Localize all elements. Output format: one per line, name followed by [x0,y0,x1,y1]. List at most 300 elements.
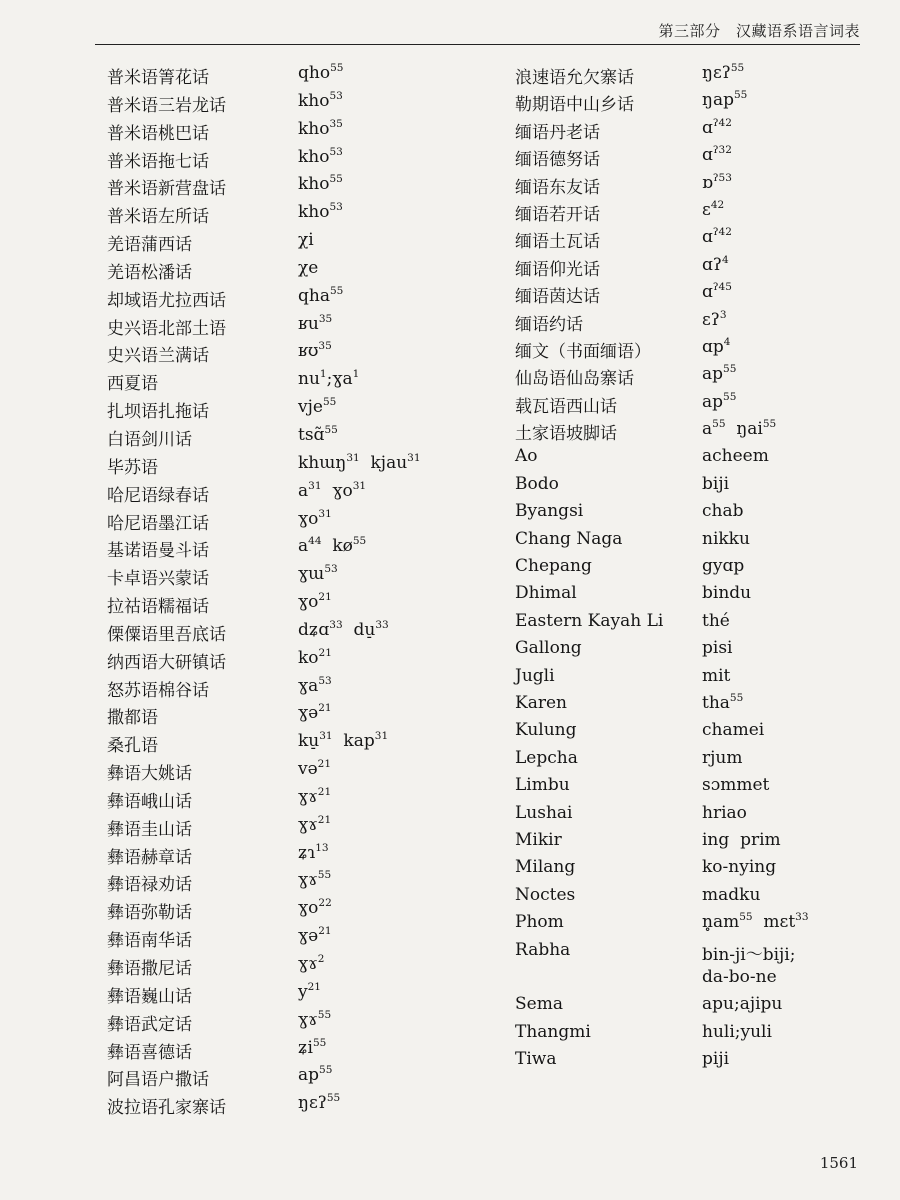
language-name: 彝语撒尼话 [107,959,192,979]
tone-mark: 55 [723,390,737,403]
word-entry-row [107,481,421,509]
word-form [702,638,732,658]
tone-mark: 53 [324,563,338,576]
word-form [298,341,332,361]
language-name: Sema [515,994,563,1015]
tone-mark: 4 [723,335,731,348]
word-form [702,446,769,466]
word-entry-row [515,529,809,556]
word-entry-row [107,592,421,620]
language-name: 彝语赫章话 [107,847,192,868]
language-name: 白语剑川话 [107,429,192,450]
word-form [298,703,332,723]
word-entry-row [107,1093,421,1121]
language-name: 普米语三岩龙话 [107,95,226,116]
word-form [702,364,736,384]
form-segment: ɑ [702,282,713,303]
language-name: Chang Naga [515,528,623,549]
word-entry-row [107,564,421,592]
word-form [702,967,777,987]
form-segment: χi [298,230,314,251]
language-name: 仙岛语仙岛寨话 [515,369,634,390]
word-entry-row [107,926,421,954]
word-form [702,90,747,110]
word-form [298,870,331,890]
language-name: 怒苏语棉谷话 [107,680,209,701]
language-name: 彝语弥勒话 [107,903,192,924]
form-segment: χe [298,257,319,278]
word-entry-row [515,337,809,364]
page-number: 1561 [819,1154,858,1172]
word-form [298,91,343,111]
word-entry-row [515,501,809,528]
word-form [702,885,760,905]
language-name: 傈僳语里吾底话 [107,624,226,645]
form-segment: chamei [702,720,765,741]
form-segment: ʁʊ [298,341,319,362]
tone-mark: 31 [352,479,367,492]
language-name: 撒都语 [107,708,158,729]
tone-mark: 42 [710,198,725,211]
word-entry-row [107,147,421,175]
tone-mark: 22 [318,897,332,910]
form-segment: ɣɤ [298,786,318,807]
form-segment: qha [298,285,330,306]
form-segment: ɣə [298,926,319,947]
tone-mark: ʔ53 [712,171,732,184]
form-segment: a [702,419,713,440]
language-name: Chepang [515,556,592,577]
form-segment: ap [702,391,724,412]
tone-mark: ʔ45 [712,281,732,294]
word-entry-row [107,397,421,425]
language-name: 缅语德努话 [515,150,600,171]
word-entry-row [515,857,809,884]
word-form [298,314,332,334]
tone-mark: 35 [329,117,343,130]
word-form [702,227,732,247]
word-entry-row [107,509,421,537]
language-name: 缅语茵达话 [515,287,600,308]
form-segment: ɑʔ [702,254,722,275]
form-segment: ɛ [702,199,711,220]
tone-mark: 31 [374,730,389,743]
running-header [95,18,860,45]
left-word-list [107,63,421,1121]
header-title: 第三部分 汉藏语系语言词表 [658,22,860,40]
language-name: 哈尼语绿春话 [107,485,209,506]
form-segment: kho [298,118,330,139]
word-form [702,173,732,193]
form-segment: tsɑ̃ [298,424,325,445]
word-form [298,982,321,1002]
word-entry-row [515,638,809,665]
word-form [298,843,329,863]
word-entry-row [107,425,421,453]
form-segment: ku̠ [298,731,320,752]
word-form [702,693,743,713]
word-form [702,1022,772,1042]
form-segment: chab [702,501,744,522]
language-name: 土家语坡脚话 [515,424,617,445]
form-segment: ʑɿ [298,842,316,863]
tone-mark: 21 [318,591,332,604]
word-entry-row [515,885,809,912]
word-form [702,720,764,740]
word-entry-row [515,145,809,172]
word-form [298,147,343,167]
form-segment: ing prim [702,829,781,850]
word-entry-row [107,202,421,230]
form-segment: gyɑp [702,556,745,577]
language-name: 彝语武定话 [107,1014,192,1035]
form-segment: huli;yuli [702,1021,772,1042]
tone-mark: 33 [795,911,809,924]
form-segment: ɣə [298,703,319,724]
tone-mark: 31 [308,479,322,492]
word-entry-row [515,255,809,282]
word-form [298,536,366,556]
language-name: 缅语土瓦话 [515,232,600,253]
tone-mark: 55 [326,1092,341,1105]
word-entry-row [515,583,809,610]
language-name: Limbu [515,775,570,796]
word-form [702,118,732,138]
language-name: 纳西语大研镇话 [107,652,226,673]
tone-mark: 55 [352,535,367,548]
tone-mark: 1 [319,368,327,381]
form-segment: kho [298,146,330,167]
word-form [702,556,744,576]
word-entry-row [107,676,421,704]
form-segment: da-bo-ne [702,966,777,987]
tone-mark: ʔ32 [712,144,732,157]
word-form [298,1038,326,1058]
tone-mark: ʔ42 [712,226,732,239]
right-word-list [515,63,809,1076]
form-segment: kho [298,174,330,195]
word-form [298,174,343,194]
word-entry-row [107,286,421,314]
tone-mark: 55 [324,423,338,436]
word-form [702,748,742,768]
word-form [702,529,750,549]
tone-mark: 31 [318,507,332,520]
word-form [702,611,730,631]
word-form [298,759,331,779]
language-name: 史兴语兰满话 [107,346,209,367]
form-segment: biji [702,473,730,494]
language-name: Rabha [515,939,571,960]
word-form [702,775,769,795]
word-form [298,63,343,83]
language-name: 缅语仰光话 [515,259,600,280]
word-form [702,830,781,850]
word-entry-row [107,258,421,286]
word-entry-row [107,1038,421,1066]
language-name: 波拉语孔家寨话 [107,1098,226,1119]
word-entry-row [107,314,421,342]
language-name: Dhimal [515,583,577,604]
tone-mark: 55 [729,691,744,704]
word-entry-row [107,787,421,815]
form-segment: ŋap [702,90,734,111]
word-entry-row [107,898,421,926]
word-entry-row [107,703,421,731]
tone-mark: 33 [329,618,343,631]
language-name: 桑孔语 [107,736,158,757]
form-segment: sɔmmet [702,775,770,796]
word-entry-row [515,940,809,967]
language-name: Bodo [515,473,559,494]
form-segment: madku [702,884,761,905]
word-entry-row [107,91,421,119]
language-name: 普米语拖七话 [107,151,209,172]
tone-mark: 21 [318,702,332,715]
form-segment: ;ɣa [326,369,353,390]
tone-mark: 55 [329,284,344,297]
word-form [702,857,776,877]
word-entry-row [515,419,809,446]
word-form [702,501,744,521]
word-entry-row [107,731,421,759]
language-name: 基诺语曼斗话 [107,541,209,562]
word-entry-row [107,759,421,787]
tone-mark: 55 [762,418,777,431]
word-entry-row [515,227,809,254]
tone-mark: 55 [730,62,745,74]
tone-mark: 53 [329,89,343,102]
word-form [702,666,730,686]
word-entry-row [515,90,809,117]
form-segment: pisi [702,638,733,659]
word-entry-row [515,282,809,309]
word-form [298,787,331,807]
form-segment: ɑ [702,227,713,248]
word-entry-row [107,620,421,648]
word-entry-row [515,803,809,830]
tone-mark: 53 [329,145,343,158]
word-entry-row [515,556,809,583]
tone-mark: 35 [318,312,333,325]
language-name: Jugli [515,665,555,686]
word-form [298,648,332,668]
language-name: 普米语箐花话 [107,68,209,88]
word-entry-row [107,230,421,258]
word-entry-row [107,954,421,982]
tone-mark: 21 [318,646,332,659]
language-name: 缅语约话 [515,314,583,335]
word-form [298,509,332,529]
language-name: 彝语南华话 [107,931,192,952]
tone-mark: 55 [329,173,343,186]
word-form [298,1065,332,1085]
word-form [298,202,343,222]
word-entry-row [107,982,421,1010]
language-name: 普米语左所话 [107,207,209,228]
word-entry-row [515,118,809,145]
form-segment: ap [298,1065,320,1086]
word-entry-row [515,775,809,802]
word-entry-row [515,748,809,775]
language-name: 西夏语 [107,374,158,395]
form-segment: ʁu [298,313,319,334]
form-segment: mɛt [752,912,796,933]
language-name: 彝语大姚话 [107,764,192,785]
language-name: Ao [515,446,538,467]
language-name: Lepcha [515,747,578,768]
form-segment: dʑɑ [298,619,330,640]
word-form [702,994,782,1014]
language-name: 拉祜语糯福话 [107,597,209,618]
word-form [298,1093,340,1113]
form-segment: nikku [702,528,750,549]
form-segment: ɣɤ [298,954,318,974]
tone-mark: 35 [318,340,332,353]
word-entry-row [515,63,809,90]
tone-mark: 55 [317,869,332,882]
tone-mark: 21 [317,785,332,798]
language-name: 卡卓语兴蒙话 [107,569,209,590]
language-name: 却域语尤拉西话 [107,290,226,311]
language-name: 彝语峨山话 [107,791,192,812]
tone-mark: 53 [318,674,332,687]
word-form [298,676,332,696]
form-segment: ɛʔ [702,309,720,330]
word-form [702,392,736,412]
language-name: 彝语喜德话 [107,1042,192,1063]
form-segment: tha [702,692,730,713]
language-name: 勒期语中山乡话 [515,95,634,116]
form-segment: ko [298,647,319,668]
word-entry-row [107,453,421,481]
language-name: Karen [515,692,567,713]
word-form [702,803,747,823]
form-segment: khɯŋ [298,452,347,473]
tone-mark: 31 [319,730,333,743]
language-name: 浪速语允欠寨话 [515,68,634,88]
form-segment: kjau [359,452,408,473]
word-form [298,481,366,501]
form-segment: ɣɤ [298,814,318,835]
word-entry-row [515,1049,809,1076]
form-segment: bindu [702,583,752,604]
word-entry-row [515,967,809,994]
tone-mark: 31 [407,451,421,464]
word-entry-row [515,173,809,200]
word-entry-row [515,392,809,419]
tone-mark: 33 [375,618,389,631]
form-segment: ɣa [298,675,319,696]
tone-mark: 21 [317,758,332,771]
form-segment: ɑp [702,336,724,357]
language-name: 缅语若开话 [515,204,600,225]
language-name: 缅语丹老话 [515,122,600,143]
word-form [298,453,421,473]
language-name: 羌语蒲西话 [107,235,192,256]
form-segment: vje [298,397,323,418]
word-entry-row [515,666,809,693]
word-form [702,282,732,302]
tone-mark: 55 [739,911,753,924]
language-name: 扎坝语扎拖话 [107,402,209,423]
word-entry-row [107,119,421,147]
word-entry-row [107,843,421,871]
word-form [298,954,324,974]
tone-mark: 44 [308,535,322,548]
form-segment: ɑ [702,145,713,166]
tone-mark: 21 [318,925,332,938]
word-form [298,592,332,612]
form-segment: acheem [702,446,769,467]
word-entry-row [107,174,421,202]
form-segment: ɣɯ [298,564,325,585]
form-segment: n̥am [702,912,740,933]
tone-mark: 3 [719,308,727,321]
tone-mark: 31 [346,451,360,464]
form-segment: du̠ [342,619,376,640]
word-entry-row [515,912,809,939]
word-entry-row [107,536,421,564]
form-segment: kø [321,536,353,557]
language-name: Eastern Kayah Li [515,610,664,631]
word-entry-row [107,815,421,843]
language-name: 缅语东友话 [515,177,600,198]
language-name: 阿昌语户撒话 [107,1070,209,1091]
form-segment: ʑi [298,1037,313,1058]
tone-mark: 21 [307,980,321,993]
word-form [298,397,336,417]
language-name: Byangsi [515,501,584,522]
form-segment: hriao [702,802,747,823]
word-form [702,255,729,275]
word-form [298,230,314,250]
word-entry-row [107,341,421,369]
form-segment: apu;ajipu [702,994,783,1015]
word-form [298,286,343,306]
form-segment: a [298,536,309,557]
word-entry-row [107,369,421,397]
word-form [298,815,331,835]
form-segment: bin-ji～biji; [702,944,796,965]
form-segment: ɣɤ [298,1009,318,1030]
tone-mark: 55 [319,1064,333,1077]
word-entry-row [515,611,809,638]
form-segment: thé [702,610,730,631]
language-name: 史兴语北部土语 [107,318,226,339]
tone-mark: 4 [722,253,729,266]
word-form [702,310,727,330]
form-segment: ŋɛʔ [702,63,731,83]
word-form [298,898,332,918]
tone-mark: 55 [723,363,737,376]
form-segment: kho [298,90,330,111]
language-name: 哈尼语墨江话 [107,513,209,534]
form-segment: ŋɛʔ [298,1093,327,1114]
language-name: Noctes [515,884,576,905]
form-segment: rjum [702,747,743,768]
tone-mark: 1 [352,368,360,381]
word-form [702,145,732,165]
word-entry-row [515,1022,809,1049]
word-entry-row [515,200,809,227]
form-segment: və [298,759,318,780]
language-name: 普米语桃巴话 [107,123,209,144]
form-segment: a [298,480,309,501]
form-segment: piji [702,1049,730,1070]
form-segment: ɣo [321,480,353,501]
form-segment: ɑ [702,117,713,138]
